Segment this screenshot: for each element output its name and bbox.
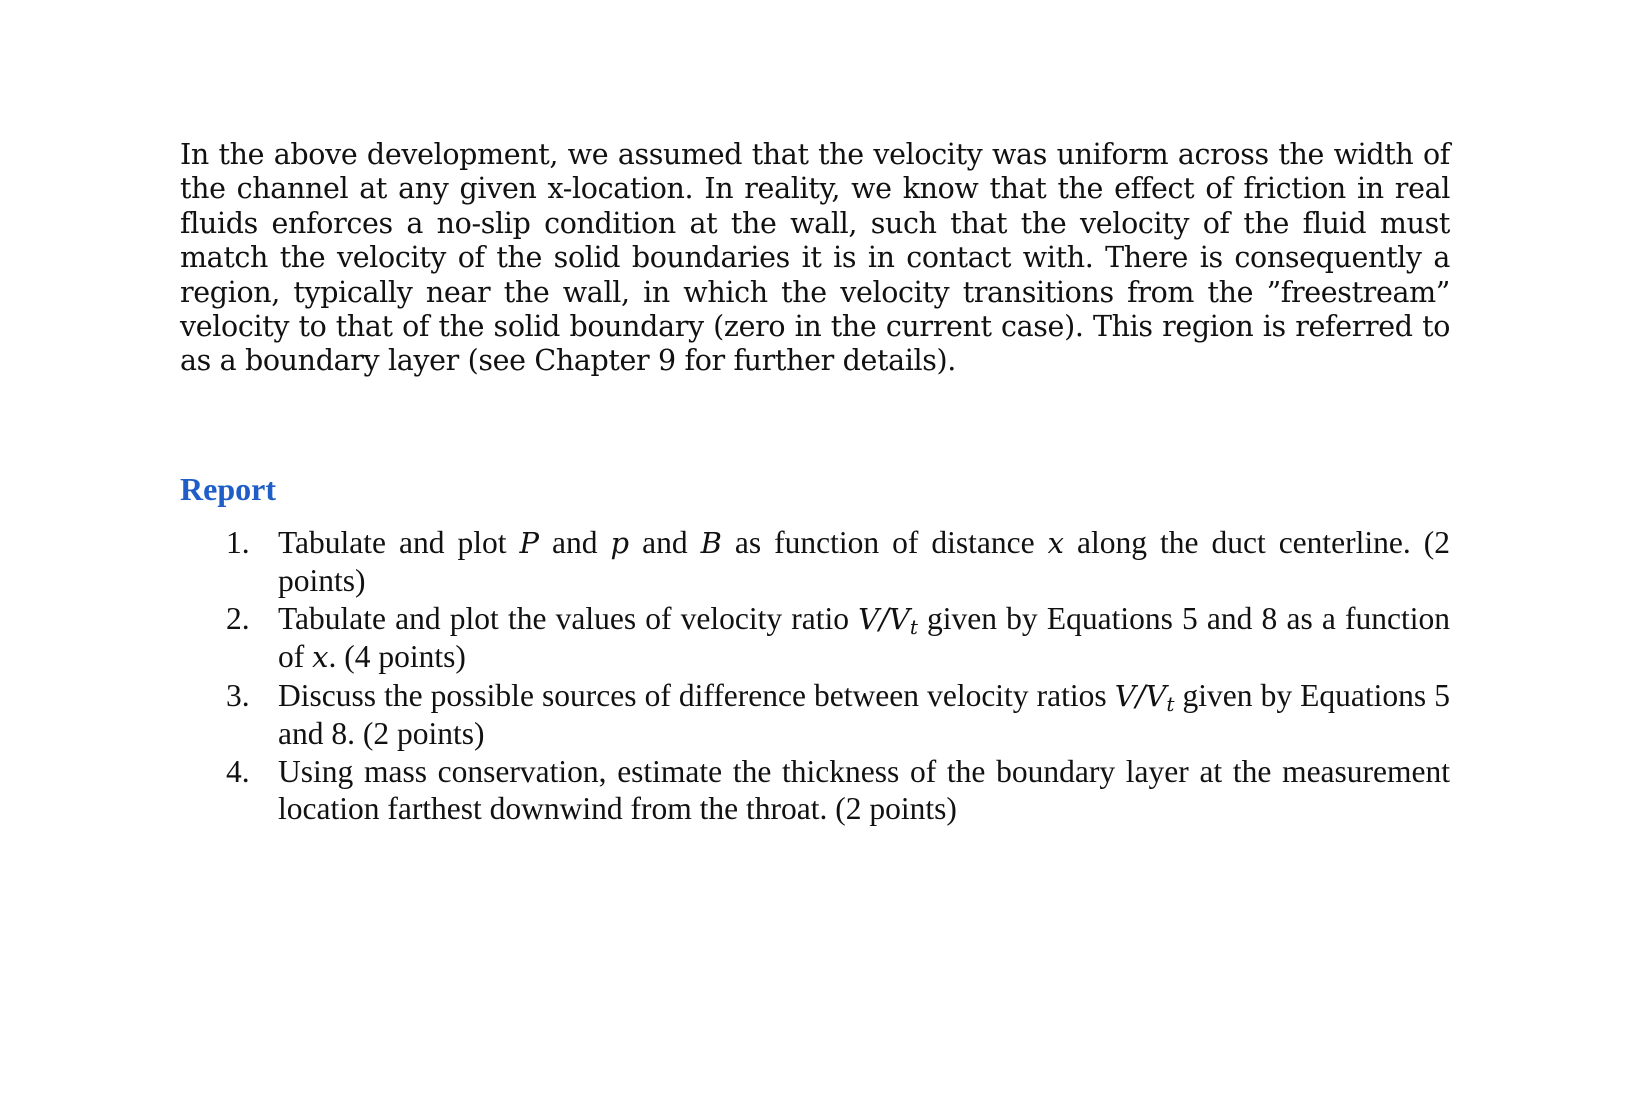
intro-x-word: x (547, 172, 563, 206)
math-symbol: x (1047, 526, 1064, 560)
math-subscript: t (909, 615, 918, 639)
item-number: 2. (226, 601, 250, 636)
intro-text-part-2: -location. In reality, we know that the effect of friction in real fluids enforces a no-slip condition at the wall, such that the velocity of the fluid must match the velocity of the solid boundaries it is in contact with. There is consequently a region, typically near the wall, in which the velocity transitions from the ”freestream” velocity to that of the solid boundary (zero in the current case). This region is referred to as a boundary layer (see Chapter 9 for further details). (180, 172, 1450, 378)
item-text: Using mass conservation, estimate the thickness of the boundary layer at the measurement location farthest downwind from the throat. (2 points) (278, 754, 1450, 826)
math-symbol: P (519, 526, 540, 560)
report-item-3 (226, 677, 1450, 752)
report-heading: Report (180, 471, 276, 507)
item-text: Tabulate and plot the values of velocity ratio (278, 601, 859, 636)
math-symbol: x (312, 640, 329, 674)
item-text: along the duct centerline. (2 points) (278, 525, 1450, 598)
math-velocity-ratio (858, 602, 918, 639)
report-list (226, 524, 1450, 828)
item-text: . (4 points) (328, 639, 466, 674)
item-text: and (539, 525, 611, 560)
item-text: given by Equations 5 and 8 as a function of (278, 601, 1450, 674)
math-symbol: V/V (858, 602, 910, 636)
item-number: 3. (226, 678, 250, 713)
math-symbol: p (610, 526, 630, 560)
item-number: 4. (226, 754, 250, 789)
report-item-1 (226, 524, 1450, 599)
item-text: and (629, 525, 701, 560)
item-text: given by Equations 5 and 8. (2 points) (278, 678, 1451, 751)
math-symbol: B (700, 526, 722, 560)
item-text: Discuss the possible sources of difference between velocity ratios (278, 678, 1115, 713)
math-symbol: V/V (1114, 679, 1167, 713)
item-text: Tabulate and plot (278, 525, 520, 560)
report-item-2 (226, 600, 1450, 676)
intro-text-part-1: In the above development, we assumed that the velocity was uniform across the width of the channel at any given (180, 138, 1450, 206)
math-subscript: t (1166, 692, 1175, 716)
item-text: as function of distance (721, 525, 1048, 560)
report-item-4 (226, 753, 1450, 827)
item-number: 1. (226, 525, 250, 560)
math-velocity-ratio (1114, 679, 1175, 716)
intro-paragraph (180, 138, 1450, 379)
